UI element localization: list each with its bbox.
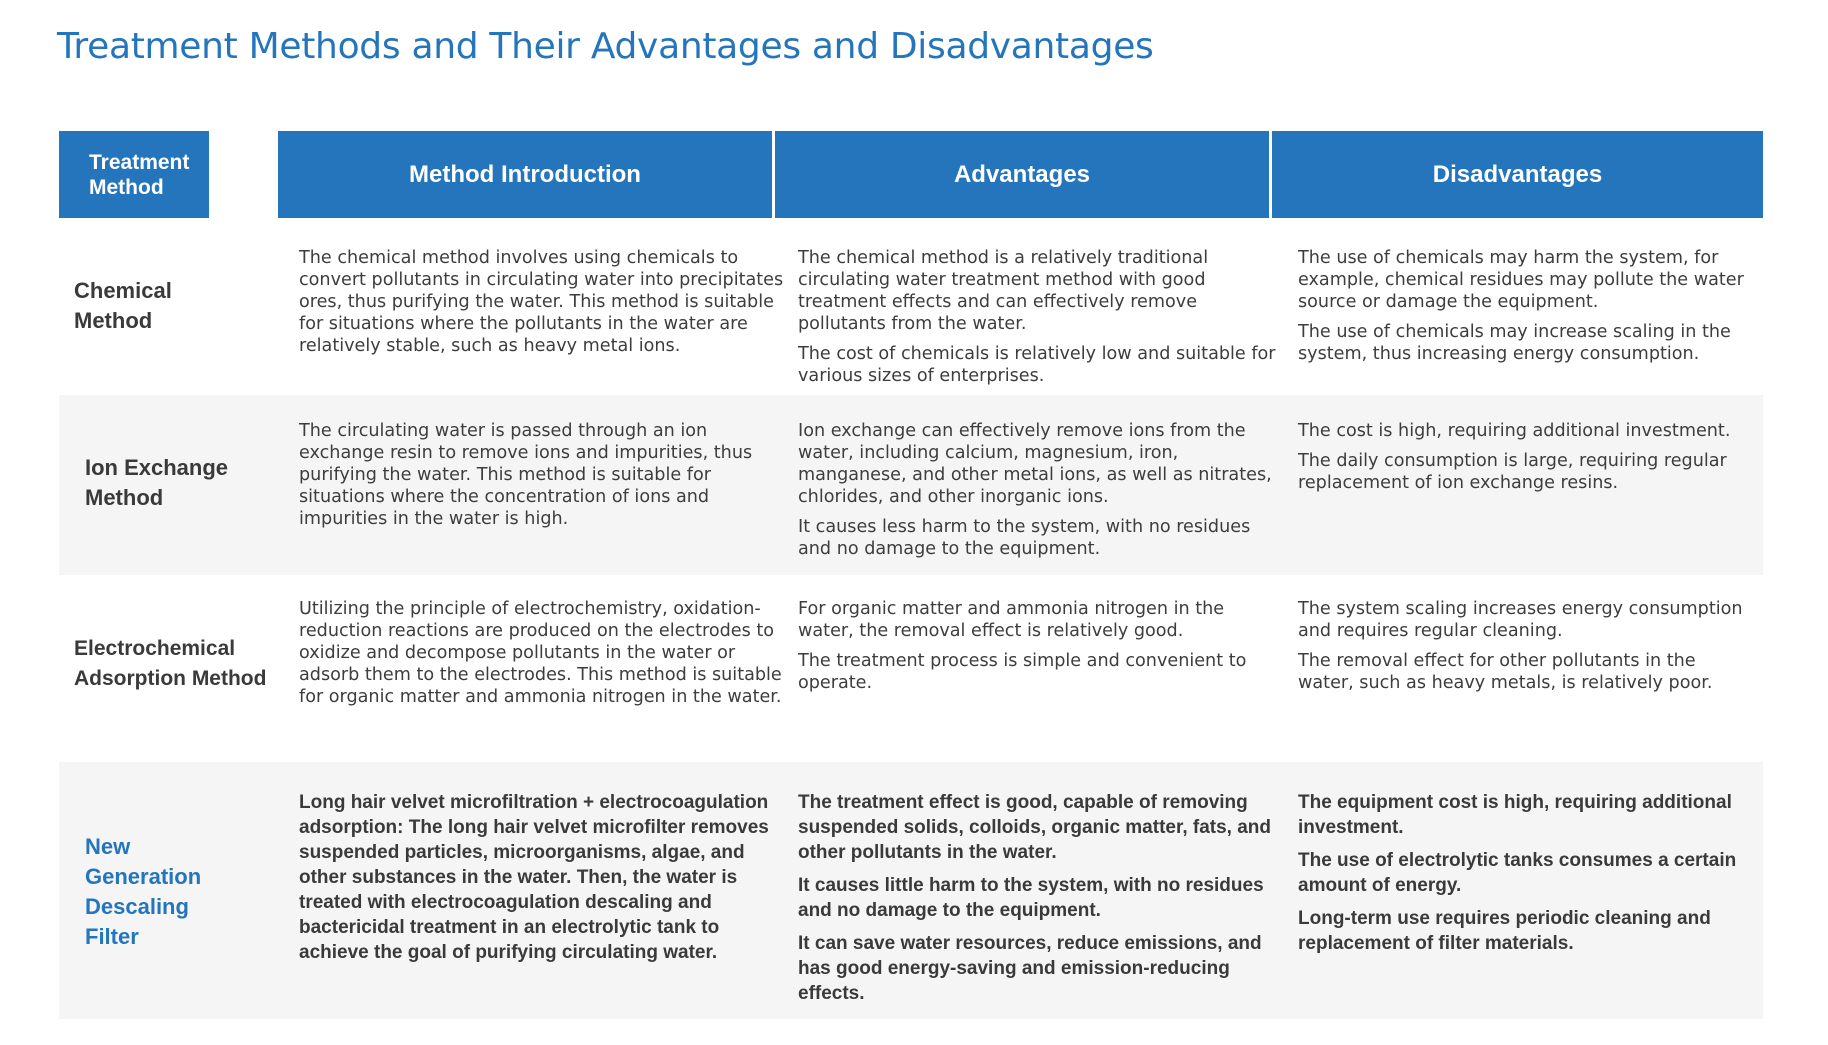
- method-name: [59, 247, 204, 395]
- advantage-item: The chemical method is a relatively traditional circulating water treatment method with good treatment effects and can effectively remove pollutants from the water.: [798, 248, 1209, 334]
- method-name-text: New Generation Descaling Filter: [85, 834, 202, 949]
- page-title: Treatment Methods and Their Advantages and Disadvantages: [57, 26, 1154, 67]
- advantage-item: It causes little harm to the system, with no residues and no damage to the equipment.: [798, 875, 1264, 921]
- method-advantages: [798, 790, 1298, 1019]
- header-treatment-method: Treatment Method: [59, 131, 209, 218]
- table-row-chemical-method: [59, 218, 1763, 395]
- table-header-row: [59, 131, 1763, 218]
- method-intro: Long hair velvet microfiltration + electrocoagulation adsorption: The long hair velvet microfilter removes suspended particles, microorganisms, algae, and other substances in the water. Then, the water is treated with electrocoagulation descaling and bactericidal treatment in an electrolytic tank to achieve the goal of purifying circulating water.: [299, 792, 769, 963]
- method-advantages: [798, 247, 1298, 395]
- header-advantages: Advantages: [775, 131, 1269, 218]
- table-row-ion-exchange-method: [59, 395, 1763, 575]
- method-intro: The chemical method involves using chemicals to convert pollutants in circulating water into precipitates ores, thus purifying the water. This method is suitable for situations where the pollutants in the water are relatively stable, such as heavy metal ions.: [299, 248, 784, 356]
- disadvantage-item: The use of chemicals may increase scaling in the system, thus increasing energy consumption.: [1298, 322, 1731, 364]
- disadvantage-item: The cost is high, requiring additional investment.: [1298, 421, 1731, 441]
- method-name: [59, 420, 235, 575]
- disadvantage-item: The daily consumption is large, requiring regular replacement of ion exchange resins.: [1298, 451, 1727, 493]
- table-row-new-generation-descaling-filter: [59, 762, 1763, 1019]
- method-name: [59, 598, 294, 762]
- advantage-item: The treatment process is simple and convenient to operate.: [798, 651, 1247, 693]
- advantage-item: Ion exchange can effectively remove ions from the water, including calcium, magnesium, iron, manganese, and other metal ions, as well as nitrates, chlorides, and other inorganic ions.: [798, 421, 1272, 507]
- advantage-item: For organic matter and ammonia nitrogen in the water, the removal effect is relatively good.: [798, 599, 1225, 641]
- disadvantage-item: The use of electrolytic tanks consumes a certain amount of energy.: [1298, 850, 1737, 896]
- method-name: [59, 790, 215, 1019]
- method-disadvantages: [1298, 420, 1763, 575]
- method-advantages: [798, 420, 1298, 575]
- header-disadvantages: Disadvantages: [1272, 131, 1763, 218]
- disadvantage-item: The system scaling increases energy consumption and requires regular cleaning.: [1298, 599, 1743, 641]
- comparison-table: [59, 131, 1763, 1019]
- method-name-text: Ion Exchange Method: [85, 455, 229, 510]
- header-method-introduction: Method Introduction: [278, 131, 772, 218]
- method-intro: Utilizing the principle of electrochemistry, oxidation-reduction reactions are produced on the electrodes to oxidize and decompose pollutants in the water or adsorb them to the electrodes. This method is suitable for organic matter and ammonia nitrogen in the water.: [299, 599, 782, 707]
- table-row-electrochemical-adsorption-method: [59, 575, 1763, 762]
- disadvantage-item: Long-term use requires periodic cleaning and replacement of filter materials.: [1298, 908, 1711, 954]
- advantage-item: The treatment effect is good, capable of removing suspended solids, colloids, organic matter, fats, and other pollutants in the water.: [798, 792, 1271, 863]
- method-disadvantages: [1298, 598, 1763, 762]
- disadvantage-item: The use of chemicals may harm the system, for example, chemical residues may pollute the water source or damage the equipment.: [1298, 248, 1744, 312]
- advantage-item: The cost of chemicals is relatively low and suitable for various sizes of enterprises.: [798, 344, 1276, 386]
- advantage-item: It can save water resources, reduce emissions, and has good energy-saving and emission-reducing effects.: [798, 933, 1262, 1004]
- method-advantages: [798, 598, 1298, 762]
- disadvantage-item: The equipment cost is high, requiring additional investment.: [1298, 792, 1732, 838]
- method-name-text: Chemical Method: [74, 278, 172, 333]
- disadvantage-item: The removal effect for other pollutants in the water, such as heavy metals, is relatively poor.: [1298, 651, 1713, 693]
- method-name-text: Electrochemical Adsorption Method: [74, 637, 267, 690]
- advantage-item: It causes less harm to the system, with no residues and no damage to the equipment.: [798, 517, 1251, 559]
- method-intro: The circulating water is passed through an ion exchange resin to remove ions and impurities, thus purifying the water. This method is suitable for situations where the concentration of ions and impurities in the water is high.: [299, 421, 753, 529]
- method-disadvantages: [1298, 247, 1763, 395]
- method-disadvantages: [1298, 790, 1763, 1019]
